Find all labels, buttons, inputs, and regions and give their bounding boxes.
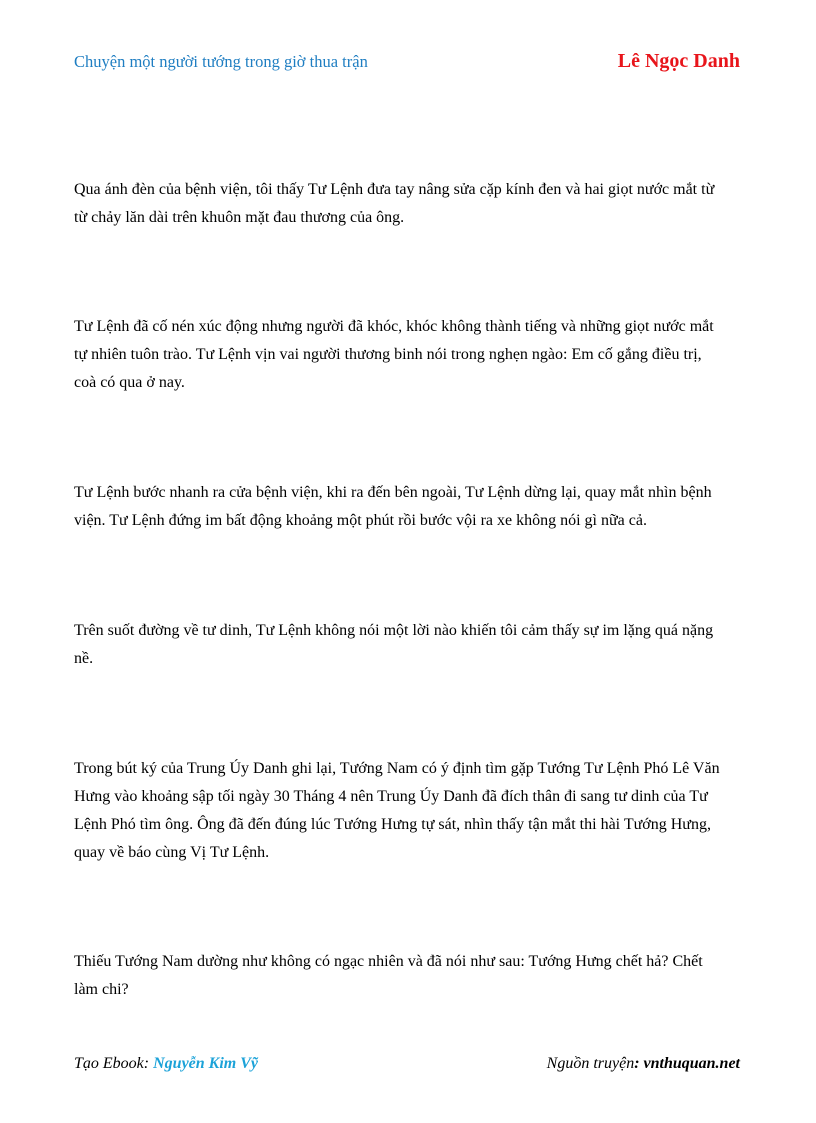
paragraph-line: Hưng vào khoảng sập tối ngày 30 Tháng 4 nên Trung Úy Danh đã đích thân đi sang tư dinh của Tư bbox=[74, 788, 708, 805]
paragraph-6 bbox=[74, 948, 746, 1004]
source-site: vnthuquan.net bbox=[643, 1055, 740, 1072]
author-name: Lê Ngọc Danh bbox=[617, 50, 740, 72]
paragraph-line: Trên suốt đường về tư dinh, Tư Lệnh không nói một lời nào khiến tôi cảm thấy sự im lặng quá nặng bbox=[74, 622, 714, 639]
paragraph-line: coà có qua ở nay. bbox=[74, 374, 185, 391]
paragraph-5 bbox=[74, 755, 746, 867]
paragraph-line: Qua ánh đèn của bệnh viện, tôi thấy Tư Lệnh đưa tay nâng sửa cặp kính đen và hai giọt nước mắt từ bbox=[74, 181, 715, 198]
source-separator: : bbox=[634, 1055, 644, 1072]
paragraph-line: Lệnh Phó tìm ông. Ông đã đến đúng lúc Tướng Hưng tự sát, nhìn thấy tận mắt thi hài Tướng Hưng, bbox=[74, 816, 711, 833]
page-header bbox=[74, 50, 742, 76]
paragraph-line: Thiếu Tướng Nam dường như không có ngạc nhiên và đã nói như sau: Tướng Hưng chết hả? Chết bbox=[74, 953, 703, 970]
paragraph-line: Trong bút ký của Trung Úy Danh ghi lại, Tướng Nam có ý định tìm gặp Tướng Tư Lệnh Phó Lê Văn bbox=[74, 760, 720, 777]
page-footer bbox=[74, 1055, 742, 1077]
paragraph-line: nề. bbox=[74, 650, 94, 667]
paragraph-line: từ chảy lăn dài trên khuôn mặt đau thương của ông. bbox=[74, 209, 405, 226]
creator-separator: : bbox=[143, 1055, 154, 1072]
creator-name: Nguyễn Kim Vỹ bbox=[153, 1055, 258, 1072]
book-title: Chuyện một người tướng trong giờ thua trận bbox=[74, 52, 368, 71]
paragraph-4 bbox=[74, 617, 746, 673]
creator-label: Tạo Ebook bbox=[74, 1055, 144, 1072]
paragraph-line: viện. Tư Lệnh đứng im bất động khoảng một phút rồi bước vội ra xe không nói gì nữa cả. bbox=[74, 512, 647, 529]
paragraph-line: làm chi? bbox=[74, 981, 129, 998]
paragraph-line: Tư Lệnh đã cố nén xúc động nhưng người đã khóc, khóc không thành tiếng và những giọt nước mắt bbox=[74, 318, 714, 335]
source-credit bbox=[547, 1055, 740, 1073]
paragraph-line: Tư Lệnh bước nhanh ra cửa bệnh viện, khi ra đến bên ngoài, Tư Lệnh dừng lại, quay mắt nhìn bệnh bbox=[74, 484, 712, 501]
source-label: Nguồn truyện bbox=[546, 1055, 635, 1072]
paragraph-2 bbox=[74, 313, 746, 397]
paragraph-3 bbox=[74, 479, 746, 535]
paragraph-line: quay về báo cùng Vị Tư Lệnh. bbox=[74, 844, 270, 861]
paragraph-1 bbox=[74, 176, 746, 232]
ebook-credit bbox=[74, 1055, 258, 1073]
paragraph-line: tự nhiên tuôn trào. Tư Lệnh vịn vai người thương binh nói trong nghẹn ngào: Em cố gắng điều trị, bbox=[74, 346, 702, 363]
